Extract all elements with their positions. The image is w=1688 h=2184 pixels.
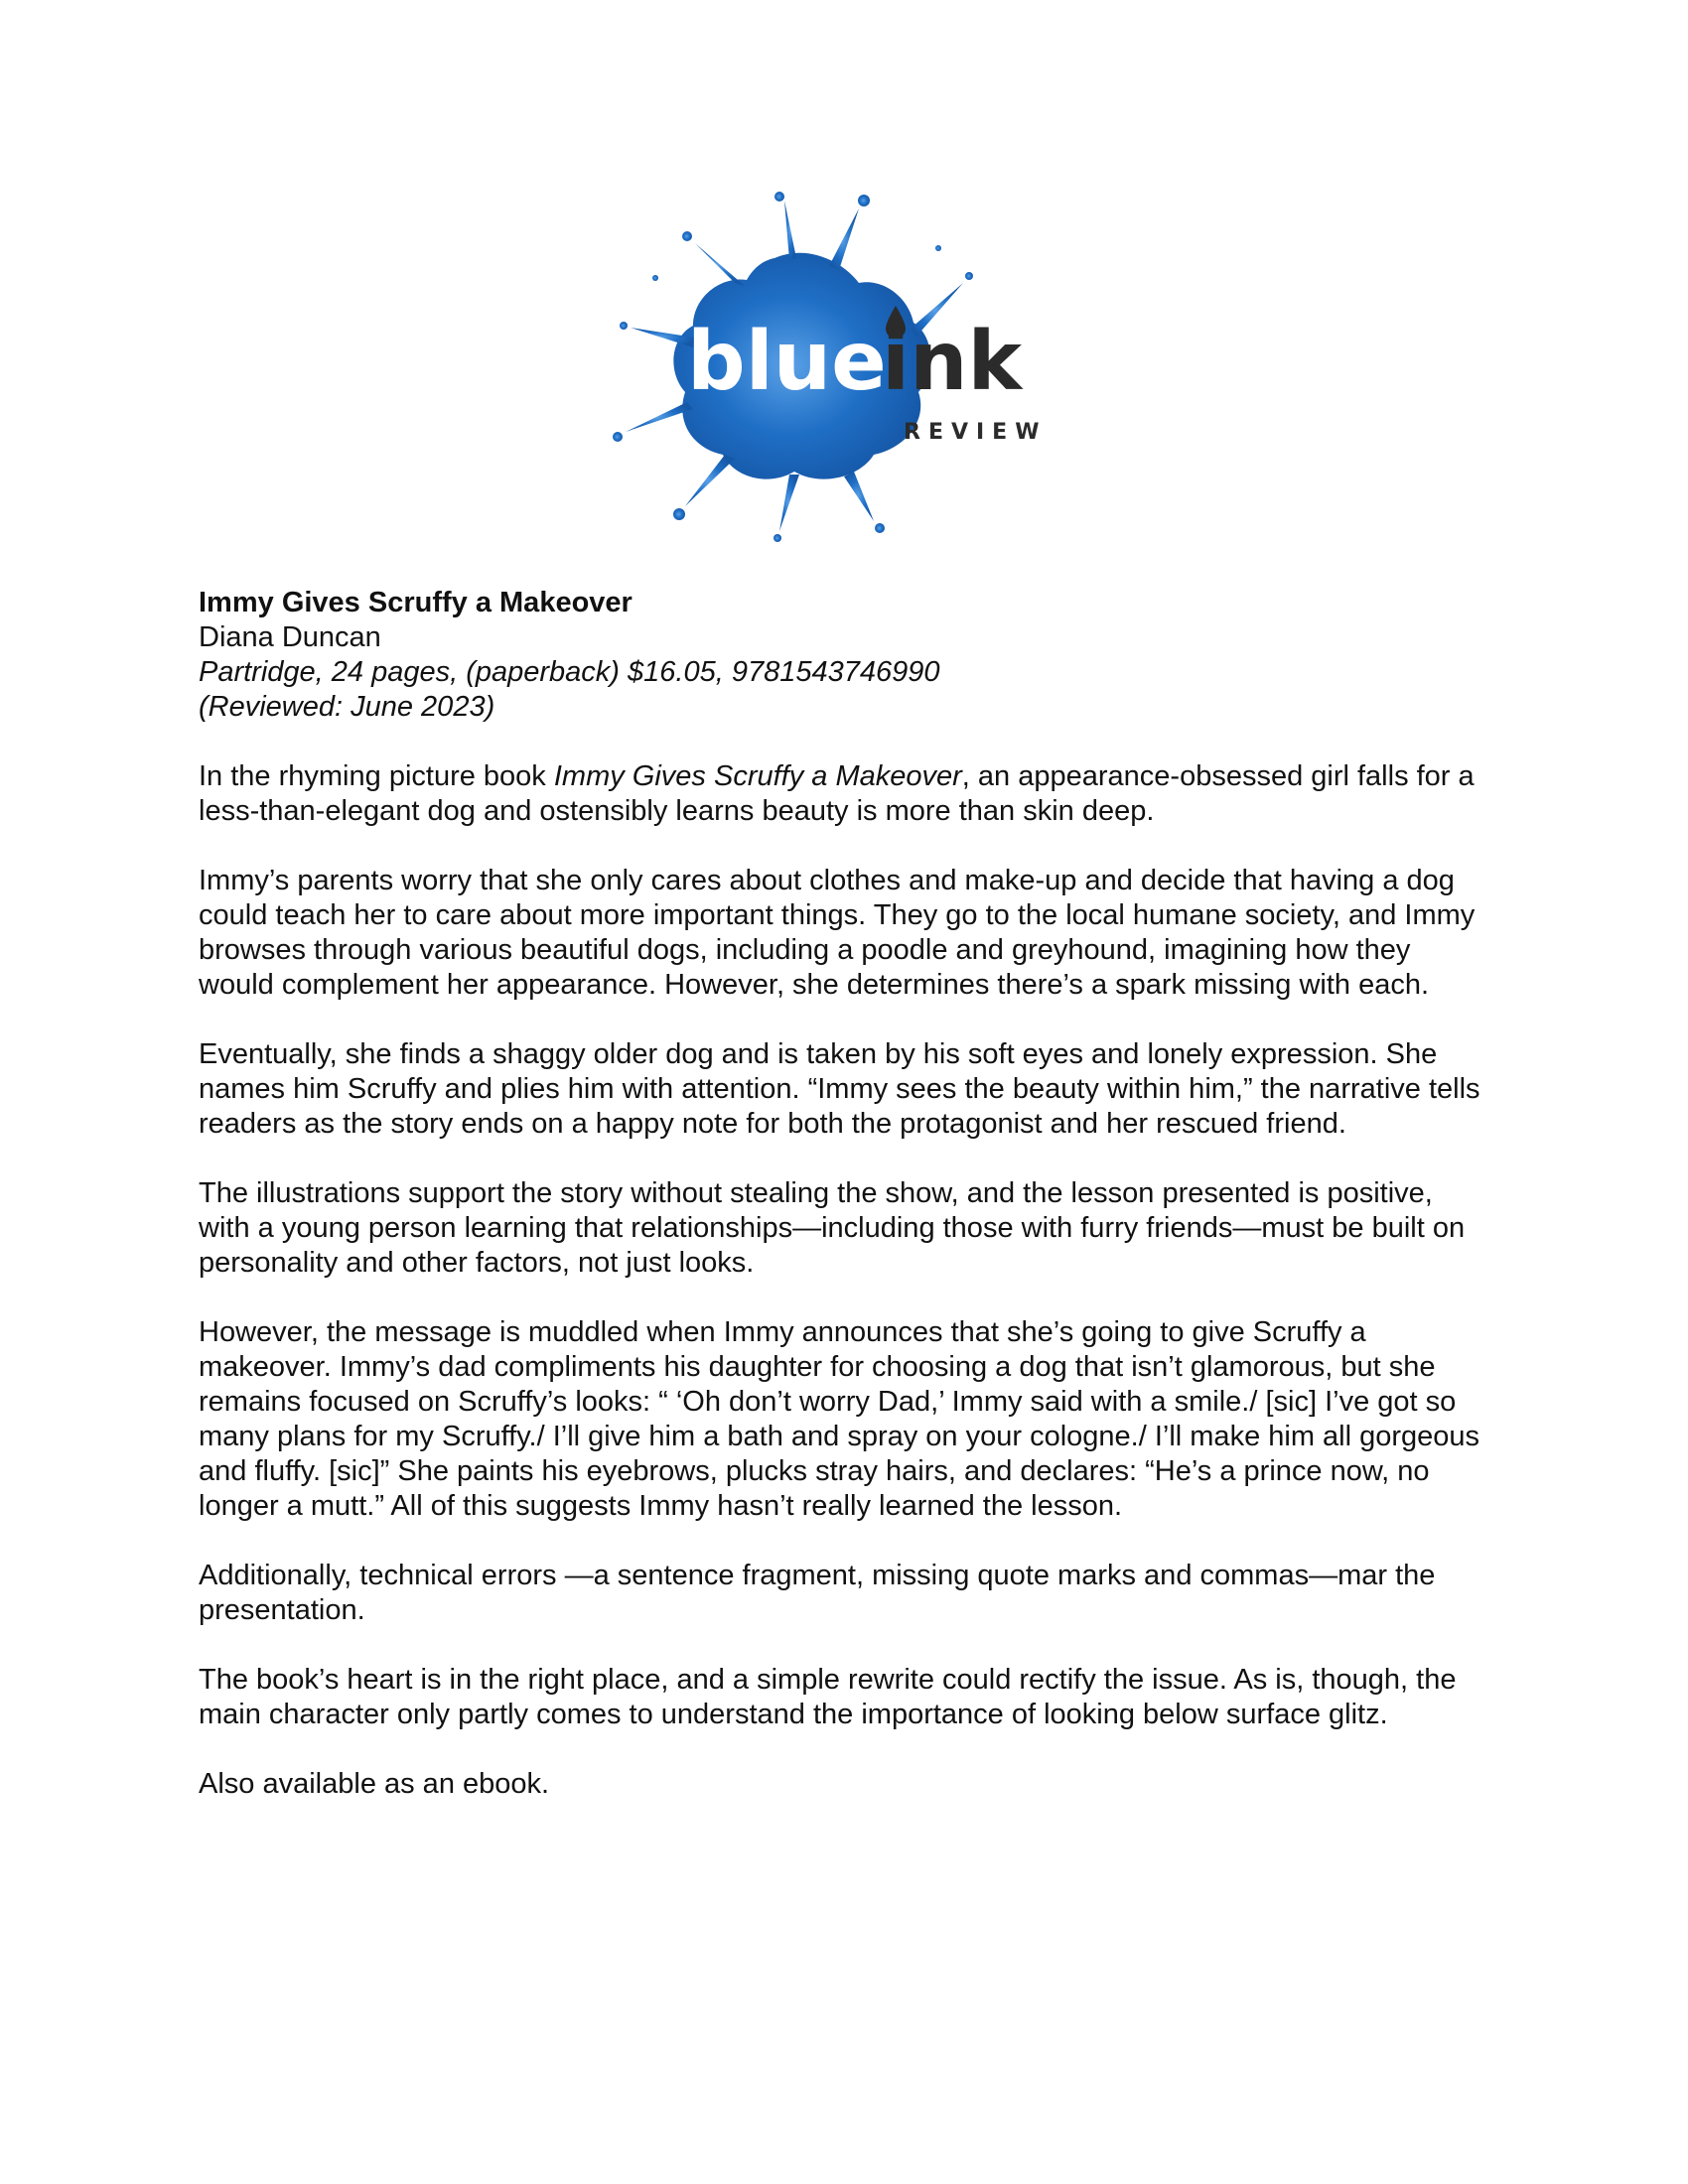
review-paragraph-2: Immy’s parents worry that she only cares about clothes and make-up and decide that having a dog could teach her to care about more important things. They go to the local humane society, and Immy browses through various beautiful dogs, including a poodle and greyhound, imagining how they would complement her appearance. However, she determines there’s a spark missing with each. [199, 865, 1476, 1001]
logo-word-blue: blue [687, 315, 887, 409]
paragraph-1-lead: In the rhyming picture book [199, 760, 554, 792]
book-title: Immy Gives Scruffy a Makeover [199, 587, 633, 618]
review-paragraph-7: The book’s heart is in the right place, and a simple rewrite could rectify the issue. As is, though, the main character only partly comes to understand the importance of looking below surface glitz. [199, 1664, 1457, 1730]
logo-word-review: REVIEW [904, 420, 1048, 445]
review-content [199, 586, 1489, 1802]
book-metadata [199, 586, 1489, 725]
paragraph-1-rest: , an appearance-obsessed girl falls for a less-than-elegant dog and ostensibly learns beauty is more than skin deep. [199, 760, 1475, 827]
review-paragraph-6: Additionally, technical errors —a sentence fragment, missing quote marks and commas—mar the presentation. [199, 1560, 1436, 1626]
blueink-review-logo [576, 189, 1092, 546]
book-author: Diana Duncan [199, 621, 381, 653]
ink-splash-logo-graphic [576, 189, 1092, 546]
publication-info: Partridge, 24 pages, (paperback) $16.05, 9781543746990 [199, 656, 940, 688]
review-paragraph-8: Also available as an ebook. [199, 1768, 550, 1800]
inline-book-title: Immy Gives Scruffy a Makeover [553, 760, 962, 792]
review-paragraph-5: However, the message is muddled when Immy announces that she’s going to give Scruffy a makeover. Immy’s dad compliments his daughter for choosing a dog that isn’t glamorous, but she remains focused on Scruffy’s looks: “ ‘Oh don’t worry Dad,’ Immy said with a smile./ [sic] I’ve got so many plans for my Scruffy./ I’ll give him a bath and spray on your cologne./ I’ll make him all gorgeous and fluffy. [sic]” She paints his eyebrows, plucks stray hairs, and declares: “He’s a prince now, no longer a mutt.” All of this suggests Immy hasn’t really learned the lesson. [199, 1316, 1480, 1522]
review-date: (Reviewed: June 2023) [199, 691, 495, 723]
review-paragraph-4: The illustrations support the story without stealing the show, and the lesson presented is positive, with a young person learning that relationships—including those with furry friends—must be built on personality and other factors, not just looks. [199, 1177, 1466, 1279]
review-paragraph-1 [199, 759, 1489, 829]
review-paragraph-3: Eventually, she finds a shaggy older dog and is taken by his soft eyes and lonely expression. She names him Scruffy and plies him with attention. “Immy sees the beauty within him,” the narrative tells readers as the story ends on a happy note for both the protagonist and her rescued friend. [199, 1038, 1480, 1140]
logo-word-ink: ink [882, 315, 1023, 409]
